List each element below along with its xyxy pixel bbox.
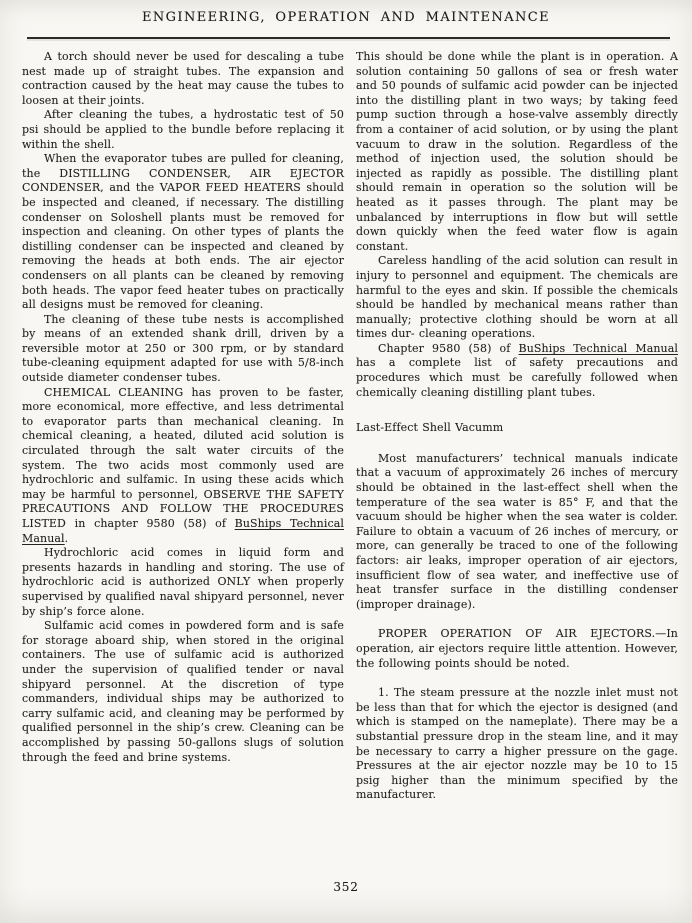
paragraph	[22, 386, 344, 547]
paragraph	[356, 254, 678, 342]
text-run: A torch should never be used for descaling a tube nest made up of straight tubes. The expansion and contraction caused by the heat may cause the tubes to loosen at their joints.	[22, 50, 344, 107]
text-run: CHEMICAL CLEANING has proven to be faster, more economical, more effective, and less detrimental to evaporator parts than mechanical cleaning. In chemical cleaning, a heated, diluted acid solution is circulated through the salt water circuits of the system. The two acids most commonly used are hydrochloric and sulfamic. In using these acids which may be harmful to personnel, OBSERVE THE SAFETY PRECAUTIONS AND FOLLOW THE PROCEDURES LISTED in chapter 9580 (58) of	[22, 385, 344, 530]
text-run: Chapter 9580 (58) of	[378, 341, 519, 355]
text-run: 1. The steam pressure at the nozzle inlet must not be less than that for which the ejector is designed (and which is stamped on the nameplate). There may be a substantial pressure drop in the steam line, and it may be necessary to carry a higher pressure on the gage. Pressures at the air ejector nozzle may be 10 to 15 psig higher than the minimum specified by the manufacturer.	[356, 686, 678, 802]
paragraph	[356, 50, 678, 254]
text-run: This should be done while the plant is in operation. A solution containing 50 gallons of sea or fresh water and 50 pounds of sulfamic acid powder can be injected into the distilling plant in two ways; by taking feed pump suction through a hose-valve assembly directly from a container of acid solution, or by using the plant vacuum to draw in the solution. Regardless of the method of injection used, the solution should be injected as rapidly as possible. The distilling plant should remain in operation so the solution will be heated as it passes through. The plant may be unbalanced by interruptions in flow but will settle down quickly when the feed water flow is again constant.	[356, 50, 678, 253]
text-run: has a complete list of safety precautions and procedures which must be carefully followed when chemically cleaning distilling plant tubes.	[356, 356, 678, 399]
section-heading	[356, 421, 678, 436]
left-column	[22, 50, 344, 803]
text-run: After cleaning the tubes, a hydrostatic test of 50 psi should be applied to the bundle before replacing it within the shell.	[22, 108, 344, 151]
paragraph	[356, 686, 678, 803]
paragraph	[22, 619, 344, 765]
page-header: ENGINEERING, OPERATION AND MAINTENANCE	[141, 10, 551, 25]
underlined-reference: BuShips Technical Manual	[518, 341, 679, 355]
text-run: Hydrochloric acid comes in liquid form and presents hazards in handling and storing. The use of hydrochloric acid is authorized ONLY when properly supervised by qualified naval shipyard personnel, never by ship’s force alone.	[22, 546, 344, 618]
text-run: PROPER OPERATION OF AIR EJECTORS.—In operation, air ejectors require little attention. However, the following points should be noted.	[356, 627, 678, 670]
paragraph	[22, 152, 344, 313]
text-run: Most manufacturers’ technical manuals indicate that a vacuum of approximately 26 inches of mercury should be obtained in the last-effect shell when the temperature of the sea water is 85° F, and that the vacuum should be higher when the sea water is colder. Failure to obtain a vacuum of 26 inches of mercury, or more, can generally be traced to one of the following factors: air leaks, improper operation of air ejectors, insufficient flow of sea water, and ineffective use of heat transfer surface in the distilling condenser (improper drainage).	[356, 451, 678, 611]
text-run: Last-Effect Shell Vacumm	[356, 421, 504, 435]
text-run: Sulfamic acid comes in powdered form and is safe for storage aboard ship, when stored in the original containers. The use of sulfamic acid is authorized under the supervision of qualified tender or naval shipyard personnel. At the discretion of type commanders, individual ships may be authorized to carry sulfamic acid, and cleaning may be performed by qualified personnel in the ship’s crew. Cleaning can be accomplished by passing 50-gallons slugs of solution through the feed and brine systems.	[22, 619, 344, 764]
paragraph	[22, 108, 344, 152]
text-run: .	[64, 531, 69, 545]
paragraph	[22, 313, 344, 386]
paragraph	[22, 546, 344, 619]
paragraph	[22, 50, 344, 108]
paragraph	[356, 452, 678, 613]
right-column	[356, 50, 678, 803]
text-columns	[22, 50, 678, 803]
paragraph	[356, 627, 678, 671]
paragraph	[356, 342, 678, 400]
text-run: The cleaning of these tube nests is accomplished by means of an extended shank drill, driven by a reversible motor at 250 or 300 rpm, or by standard tube-cleaning equipment adapted for use with 5/8-inch outside diameter condenser tubes.	[22, 312, 344, 385]
header-rule	[27, 37, 670, 39]
text-run: Careless handling of the acid solution can result in injury to personnel and equipment. The chemicals are harmful to the eyes and skin. If possible the chemicals should be handled by mechanical means rather than manually; protective clothing should be worn at all times dur- cleaning operations.	[356, 254, 678, 341]
page-number: 352	[333, 880, 359, 894]
underlined-reference: BuShips Technical Manual	[22, 517, 344, 545]
text-run: When the evaporator tubes are pulled for cleaning, the DISTILLING CONDENSER, AIR EJECTOR CONDENSER, and the VAPOR FEED HEATERS should be inspected and cleaned, if necessary. The distilling condenser on Soloshell plants must be removed for inspection and cleaning. On other types of plants the distilling condenser can be inspected and cleaned by removing the heads at both ends. The air ejector condensers on all plants can be cleaned by removing both heads. The vapor feed heater tubes on practically all designs must be removed for cleaning.	[22, 152, 344, 312]
